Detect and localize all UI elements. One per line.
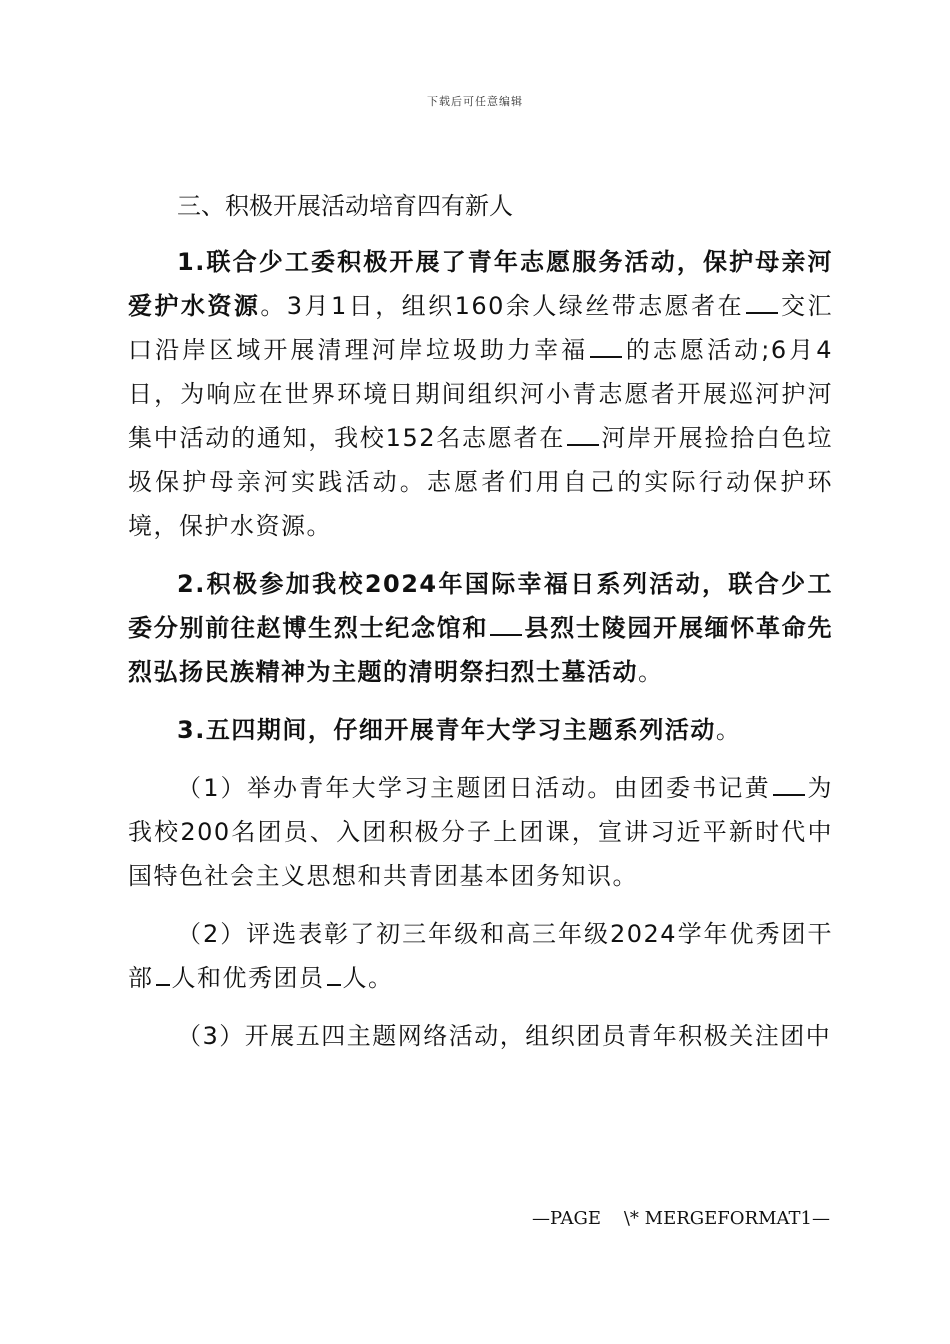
page-header: 下载后可任意编辑 xyxy=(427,95,523,108)
page-footer: —PAGE \* MERGEFORMAT1— xyxy=(532,1208,830,1229)
item-1-text-4: 河岸开展捡拾白色垃圾保护母亲河实践活动。志愿者们用自己的实际行动保护环境，保护水资源。 xyxy=(128,424,834,540)
item-1-text-2: 交汇口沿岸区域开展清理河岸垃圾助力幸福 xyxy=(128,292,833,364)
sub-2-text-2: 人和优秀团员 xyxy=(171,964,325,992)
item-3-end: 。 xyxy=(715,716,742,744)
blank-underline xyxy=(490,614,522,636)
sub-2-text-1: （2）评选表彰了初三年级和高三年级2024学年优秀团干部 xyxy=(128,920,833,992)
paragraph-sub-3 xyxy=(128,1014,833,1058)
blank-underline xyxy=(746,292,778,314)
paragraph-sub-2 xyxy=(128,912,833,1000)
blank-underline xyxy=(590,336,622,358)
item-2-heading-1: 2.积极参加我校2024年国际幸福日系列活动，联合少工委分别前往赵博生烈士纪念馆和 xyxy=(128,570,833,642)
sub-3-text-1: （3）开展五四主题网络活动，组织团员青年积极关注团中 xyxy=(177,1022,832,1050)
blank-underline xyxy=(327,964,341,986)
section-title: 三、积极开展活动培育四有新人 xyxy=(177,192,513,220)
paragraph-sub-1 xyxy=(128,766,833,898)
blank-underline xyxy=(156,964,170,986)
sub-2-text-3: 人。 xyxy=(342,964,394,992)
blank-underline xyxy=(567,424,599,446)
paragraph-item-2 xyxy=(128,562,833,694)
sub-1-text-1: （1）举办青年大学习主题团日活动。由团委书记黄 xyxy=(177,774,771,802)
item-1-heading: 1.联合少工委积极开展了青年志愿服务活动，保护母亲河爱护水资源 xyxy=(128,248,833,320)
item-2-heading-2: 县烈士陵园开展缅怀革命先烈弘扬民族精神为主题的清明祭扫烈士墓活动 xyxy=(128,614,834,686)
item-1-text-1: 。3月1日，组织160余人绿丝带志愿者在 xyxy=(260,292,745,320)
item-3-heading: 3.五四期间，仔细开展青年大学习主题系列活动 xyxy=(177,716,716,744)
document-body xyxy=(128,184,833,1072)
item-1-text-3: 的志愿活动;6月4日，为响应在世界环境日期间组织河小青志愿者开展巡河护河集中活动的通知，我校152名志愿者在 xyxy=(128,336,834,452)
sub-1-text-2: 为我校200名团员、入团积极分子上团课，宣讲习近平新时代中国特色社会主义思想和共青团基本团务知识。 xyxy=(128,774,833,890)
paragraph-item-3 xyxy=(128,708,833,752)
item-2-end: 。 xyxy=(638,658,664,686)
paragraph-item-1 xyxy=(128,240,833,548)
blank-underline xyxy=(773,774,805,796)
